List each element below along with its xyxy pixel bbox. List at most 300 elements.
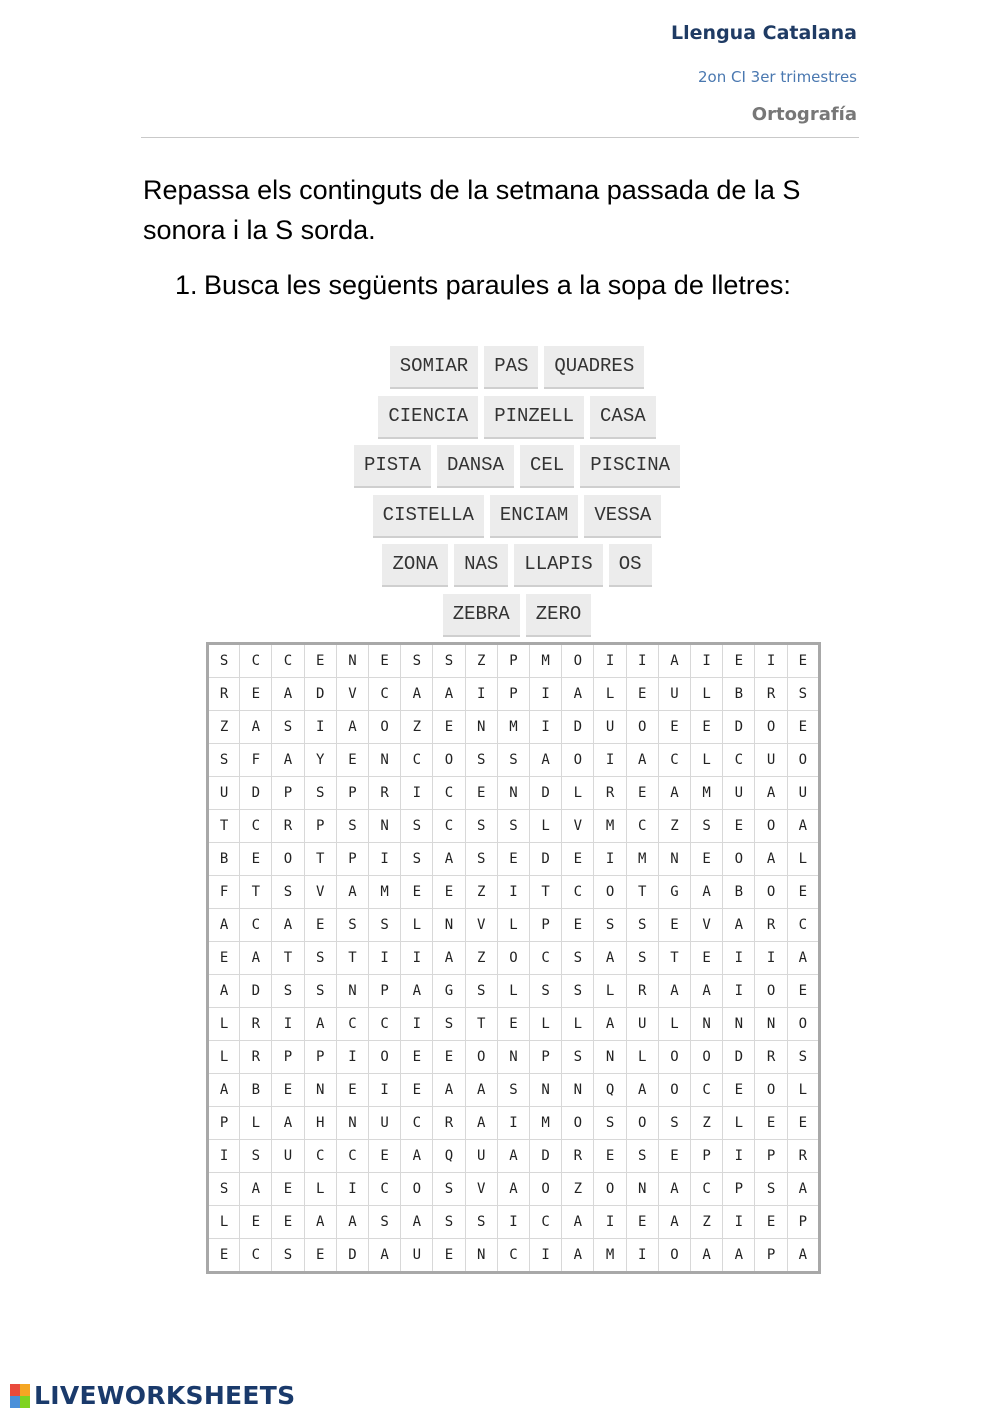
grid-cell[interactable]: Y	[304, 744, 336, 777]
grid-cell[interactable]: C	[433, 777, 465, 810]
grid-cell[interactable]: Z	[208, 711, 240, 744]
grid-cell[interactable]: L	[787, 1074, 819, 1107]
grid-cell[interactable]: P	[272, 777, 304, 810]
grid-cell[interactable]: Z	[658, 810, 690, 843]
grid-cell[interactable]: P	[755, 1239, 787, 1273]
grid-cell[interactable]: C	[240, 909, 272, 942]
grid-cell[interactable]: S	[304, 975, 336, 1008]
grid-cell[interactable]: N	[658, 843, 690, 876]
grid-cell[interactable]: I	[594, 1206, 626, 1239]
grid-cell[interactable]: A	[787, 810, 819, 843]
grid-cell[interactable]: C	[240, 644, 272, 678]
grid-cell[interactable]: V	[691, 909, 723, 942]
grid-cell[interactable]: E	[208, 1239, 240, 1273]
grid-cell[interactable]: A	[658, 644, 690, 678]
grid-cell[interactable]: O	[465, 1041, 497, 1074]
grid-cell[interactable]: O	[594, 1173, 626, 1206]
grid-cell[interactable]: N	[465, 711, 497, 744]
grid-cell[interactable]: C	[369, 1173, 401, 1206]
grid-cell[interactable]: A	[691, 975, 723, 1008]
grid-cell[interactable]: E	[787, 975, 819, 1008]
grid-cell[interactable]: N	[336, 644, 368, 678]
grid-cell[interactable]: A	[755, 777, 787, 810]
grid-cell[interactable]: A	[272, 1107, 304, 1140]
grid-cell[interactable]: I	[497, 1107, 529, 1140]
grid-cell[interactable]: C	[369, 1008, 401, 1041]
grid-cell[interactable]: L	[723, 1107, 755, 1140]
grid-cell[interactable]: C	[530, 942, 562, 975]
grid-cell[interactable]: H	[304, 1107, 336, 1140]
grid-cell[interactable]: A	[562, 1206, 594, 1239]
grid-cell[interactable]: D	[304, 678, 336, 711]
grid-cell[interactable]: C	[562, 876, 594, 909]
grid-cell[interactable]: U	[626, 1008, 658, 1041]
grid-cell[interactable]: S	[497, 1074, 529, 1107]
grid-cell[interactable]: P	[691, 1140, 723, 1173]
grid-cell[interactable]: S	[272, 711, 304, 744]
grid-cell[interactable]: A	[562, 678, 594, 711]
grid-cell[interactable]: O	[562, 744, 594, 777]
grid-cell[interactable]: E	[272, 1074, 304, 1107]
grid-cell[interactable]: N	[433, 909, 465, 942]
grid-cell[interactable]: I	[401, 777, 433, 810]
grid-cell[interactable]: C	[658, 744, 690, 777]
grid-cell[interactable]: S	[465, 1206, 497, 1239]
grid-cell[interactable]: Z	[465, 942, 497, 975]
grid-cell[interactable]: I	[401, 942, 433, 975]
grid-cell[interactable]: A	[208, 1074, 240, 1107]
grid-cell[interactable]: L	[497, 975, 529, 1008]
grid-cell[interactable]: N	[497, 1041, 529, 1074]
grid-cell[interactable]: S	[691, 810, 723, 843]
grid-cell[interactable]: R	[240, 1041, 272, 1074]
grid-cell[interactable]: S	[401, 644, 433, 678]
grid-cell[interactable]: E	[787, 644, 819, 678]
grid-cell[interactable]: L	[401, 909, 433, 942]
grid-cell[interactable]: V	[562, 810, 594, 843]
grid-cell[interactable]: O	[787, 744, 819, 777]
grid-cell[interactable]: A	[272, 678, 304, 711]
grid-cell[interactable]: P	[369, 975, 401, 1008]
grid-cell[interactable]: E	[562, 909, 594, 942]
grid-cell[interactable]: S	[433, 1173, 465, 1206]
grid-cell[interactable]: S	[369, 1206, 401, 1239]
grid-cell[interactable]: S	[626, 909, 658, 942]
grid-cell[interactable]: S	[626, 1140, 658, 1173]
grid-cell[interactable]: R	[562, 1140, 594, 1173]
grid-cell[interactable]: T	[240, 876, 272, 909]
grid-cell[interactable]: R	[787, 1140, 819, 1173]
grid-cell[interactable]: O	[626, 711, 658, 744]
grid-cell[interactable]: E	[691, 843, 723, 876]
grid-cell[interactable]: A	[787, 942, 819, 975]
grid-cell[interactable]: T	[272, 942, 304, 975]
grid-cell[interactable]: N	[594, 1041, 626, 1074]
grid-cell[interactable]: E	[304, 644, 336, 678]
grid-cell[interactable]: E	[787, 711, 819, 744]
grid-cell[interactable]: Z	[691, 1107, 723, 1140]
grid-cell[interactable]: P	[787, 1206, 819, 1239]
grid-cell[interactable]: B	[208, 843, 240, 876]
grid-cell[interactable]: Q	[594, 1074, 626, 1107]
grid-cell[interactable]: S	[465, 843, 497, 876]
grid-cell[interactable]: O	[723, 843, 755, 876]
grid-cell[interactable]: I	[755, 644, 787, 678]
grid-cell[interactable]: O	[755, 876, 787, 909]
grid-cell[interactable]: A	[691, 1239, 723, 1273]
grid-cell[interactable]: I	[530, 711, 562, 744]
grid-cell[interactable]: I	[530, 1239, 562, 1273]
grid-cell[interactable]: A	[272, 744, 304, 777]
grid-cell[interactable]: A	[208, 975, 240, 1008]
grid-cell[interactable]: I	[723, 975, 755, 1008]
grid-cell[interactable]: E	[401, 876, 433, 909]
grid-cell[interactable]: N	[691, 1008, 723, 1041]
grid-cell[interactable]: M	[530, 644, 562, 678]
grid-cell[interactable]: E	[208, 942, 240, 975]
grid-cell[interactable]: E	[433, 1041, 465, 1074]
grid-cell[interactable]: G	[658, 876, 690, 909]
grid-cell[interactable]: E	[626, 1206, 658, 1239]
grid-cell[interactable]: N	[626, 1173, 658, 1206]
grid-cell[interactable]: A	[562, 1239, 594, 1273]
grid-cell[interactable]: L	[304, 1173, 336, 1206]
grid-cell[interactable]: M	[594, 1239, 626, 1273]
grid-cell[interactable]: P	[530, 1041, 562, 1074]
liveworksheets-logo[interactable]	[10, 1381, 295, 1410]
grid-cell[interactable]: D	[530, 1140, 562, 1173]
grid-cell[interactable]: E	[240, 843, 272, 876]
grid-cell[interactable]: E	[433, 1239, 465, 1273]
grid-cell[interactable]: E	[497, 1008, 529, 1041]
grid-cell[interactable]: O	[755, 810, 787, 843]
grid-cell[interactable]: I	[530, 678, 562, 711]
grid-cell[interactable]: A	[658, 975, 690, 1008]
grid-cell[interactable]: O	[658, 1074, 690, 1107]
grid-cell[interactable]: I	[626, 1239, 658, 1273]
grid-cell[interactable]: A	[240, 942, 272, 975]
grid-cell[interactable]: A	[336, 711, 368, 744]
grid-cell[interactable]: S	[336, 909, 368, 942]
grid-cell[interactable]: G	[433, 975, 465, 1008]
grid-cell[interactable]: L	[594, 975, 626, 1008]
grid-cell[interactable]: P	[304, 1041, 336, 1074]
grid-cell[interactable]: V	[304, 876, 336, 909]
grid-cell[interactable]: L	[594, 678, 626, 711]
grid-cell[interactable]: U	[594, 711, 626, 744]
grid-cell[interactable]: R	[369, 777, 401, 810]
grid-cell[interactable]: A	[787, 1173, 819, 1206]
grid-cell[interactable]: E	[658, 711, 690, 744]
grid-cell[interactable]: A	[465, 1074, 497, 1107]
grid-cell[interactable]: T	[304, 843, 336, 876]
grid-cell[interactable]: A	[401, 1140, 433, 1173]
grid-cell[interactable]: E	[304, 909, 336, 942]
grid-cell[interactable]: I	[594, 843, 626, 876]
grid-cell[interactable]: O	[369, 1041, 401, 1074]
grid-cell[interactable]: T	[465, 1008, 497, 1041]
grid-cell[interactable]: L	[208, 1041, 240, 1074]
grid-cell[interactable]: A	[787, 1239, 819, 1273]
grid-cell[interactable]: A	[626, 744, 658, 777]
grid-cell[interactable]: F	[240, 744, 272, 777]
grid-cell[interactable]: L	[497, 909, 529, 942]
grid-cell[interactable]: O	[787, 1008, 819, 1041]
grid-cell[interactable]: P	[497, 678, 529, 711]
grid-cell[interactable]: Z	[562, 1173, 594, 1206]
grid-cell[interactable]: A	[723, 909, 755, 942]
grid-cell[interactable]: N	[755, 1008, 787, 1041]
grid-cell[interactable]: N	[497, 777, 529, 810]
grid-cell[interactable]: M	[594, 810, 626, 843]
grid-cell[interactable]: T	[530, 876, 562, 909]
grid-cell[interactable]: O	[433, 744, 465, 777]
grid-cell[interactable]: S	[433, 1206, 465, 1239]
grid-cell[interactable]: D	[562, 711, 594, 744]
grid-cell[interactable]: U	[272, 1140, 304, 1173]
grid-cell[interactable]: O	[562, 644, 594, 678]
grid-cell[interactable]: I	[626, 644, 658, 678]
grid-cell[interactable]: S	[562, 1041, 594, 1074]
grid-cell[interactable]: O	[497, 942, 529, 975]
grid-cell[interactable]: U	[208, 777, 240, 810]
grid-cell[interactable]: I	[369, 942, 401, 975]
grid-cell[interactable]: L	[562, 1008, 594, 1041]
grid-cell[interactable]: D	[240, 777, 272, 810]
grid-cell[interactable]: E	[626, 777, 658, 810]
grid-cell[interactable]: A	[401, 1206, 433, 1239]
grid-cell[interactable]: D	[723, 1041, 755, 1074]
grid-cell[interactable]: C	[691, 1074, 723, 1107]
grid-cell[interactable]: N	[562, 1074, 594, 1107]
grid-cell[interactable]: I	[723, 1206, 755, 1239]
grid-cell[interactable]: A	[723, 1239, 755, 1273]
grid-cell[interactable]: L	[208, 1206, 240, 1239]
grid-cell[interactable]: S	[336, 810, 368, 843]
grid-cell[interactable]: O	[530, 1173, 562, 1206]
grid-cell[interactable]: P	[336, 777, 368, 810]
grid-cell[interactable]: C	[240, 810, 272, 843]
grid-cell[interactable]: Z	[465, 876, 497, 909]
grid-cell[interactable]: S	[594, 1107, 626, 1140]
grid-cell[interactable]: A	[755, 843, 787, 876]
grid-cell[interactable]: A	[433, 1074, 465, 1107]
grid-cell[interactable]: S	[465, 975, 497, 1008]
grid-cell[interactable]: E	[272, 1206, 304, 1239]
grid-cell[interactable]: U	[465, 1140, 497, 1173]
grid-cell[interactable]: E	[336, 1074, 368, 1107]
grid-cell[interactable]: E	[755, 1206, 787, 1239]
grid-cell[interactable]: B	[723, 876, 755, 909]
grid-cell[interactable]: L	[691, 678, 723, 711]
grid-cell[interactable]: I	[369, 1074, 401, 1107]
grid-cell[interactable]: T	[658, 942, 690, 975]
grid-cell[interactable]: E	[240, 1206, 272, 1239]
grid-cell[interactable]: S	[594, 909, 626, 942]
grid-cell[interactable]: N	[723, 1008, 755, 1041]
grid-cell[interactable]: A	[433, 678, 465, 711]
grid-cell[interactable]: A	[626, 1074, 658, 1107]
grid-cell[interactable]: I	[304, 711, 336, 744]
grid-cell[interactable]: U	[658, 678, 690, 711]
grid-cell[interactable]: P	[723, 1173, 755, 1206]
grid-cell[interactable]: C	[401, 1107, 433, 1140]
grid-cell[interactable]: E	[562, 843, 594, 876]
grid-cell[interactable]: M	[691, 777, 723, 810]
grid-cell[interactable]: N	[336, 975, 368, 1008]
grid-cell[interactable]: A	[240, 711, 272, 744]
grid-cell[interactable]: O	[691, 1041, 723, 1074]
grid-cell[interactable]: A	[497, 1173, 529, 1206]
grid-cell[interactable]: F	[208, 876, 240, 909]
grid-cell[interactable]: N	[369, 810, 401, 843]
grid-cell[interactable]: U	[723, 777, 755, 810]
grid-cell[interactable]: E	[723, 644, 755, 678]
grid-cell[interactable]: E	[658, 909, 690, 942]
grid-cell[interactable]: U	[755, 744, 787, 777]
grid-cell[interactable]: C	[787, 909, 819, 942]
grid-cell[interactable]: E	[369, 644, 401, 678]
grid-cell[interactable]: O	[755, 975, 787, 1008]
grid-cell[interactable]: D	[530, 843, 562, 876]
grid-cell[interactable]: A	[594, 942, 626, 975]
grid-cell[interactable]: N	[336, 1107, 368, 1140]
grid-cell[interactable]: P	[497, 644, 529, 678]
grid-cell[interactable]: O	[755, 1074, 787, 1107]
grid-cell[interactable]: T	[336, 942, 368, 975]
grid-cell[interactable]: Z	[691, 1206, 723, 1239]
grid-cell[interactable]: I	[369, 843, 401, 876]
grid-cell[interactable]: A	[433, 843, 465, 876]
grid-cell[interactable]: R	[240, 1008, 272, 1041]
grid-cell[interactable]: A	[369, 1239, 401, 1273]
grid-cell[interactable]: E	[691, 942, 723, 975]
grid-cell[interactable]: A	[208, 909, 240, 942]
grid-cell[interactable]: I	[755, 942, 787, 975]
grid-cell[interactable]: O	[272, 843, 304, 876]
grid-cell[interactable]: I	[497, 1206, 529, 1239]
grid-cell[interactable]: D	[723, 711, 755, 744]
grid-cell[interactable]: R	[594, 777, 626, 810]
grid-cell[interactable]: I	[691, 644, 723, 678]
grid-cell[interactable]: A	[240, 1173, 272, 1206]
grid-cell[interactable]: S	[497, 810, 529, 843]
grid-cell[interactable]: S	[208, 744, 240, 777]
grid-cell[interactable]: E	[433, 876, 465, 909]
grid-cell[interactable]: E	[497, 843, 529, 876]
grid-cell[interactable]: L	[562, 777, 594, 810]
grid-cell[interactable]: T	[626, 876, 658, 909]
grid-cell[interactable]: R	[755, 1041, 787, 1074]
grid-cell[interactable]: A	[304, 1008, 336, 1041]
grid-cell[interactable]: S	[658, 1107, 690, 1140]
grid-cell[interactable]: C	[304, 1140, 336, 1173]
grid-cell[interactable]: E	[658, 1140, 690, 1173]
grid-cell[interactable]: T	[208, 810, 240, 843]
grid-cell[interactable]: S	[465, 810, 497, 843]
grid-cell[interactable]: N	[304, 1074, 336, 1107]
grid-cell[interactable]: O	[626, 1107, 658, 1140]
grid-cell[interactable]: C	[530, 1206, 562, 1239]
grid-cell[interactable]: P	[208, 1107, 240, 1140]
grid-cell[interactable]: E	[240, 678, 272, 711]
grid-cell[interactable]: P	[755, 1140, 787, 1173]
grid-cell[interactable]: S	[497, 744, 529, 777]
grid-cell[interactable]: V	[465, 909, 497, 942]
grid-cell[interactable]: A	[530, 744, 562, 777]
grid-cell[interactable]: C	[272, 644, 304, 678]
grid-cell[interactable]: S	[787, 1041, 819, 1074]
grid-cell[interactable]: S	[787, 678, 819, 711]
grid-cell[interactable]: L	[530, 810, 562, 843]
grid-cell[interactable]: A	[336, 876, 368, 909]
grid-cell[interactable]: M	[497, 711, 529, 744]
grid-cell[interactable]: I	[336, 1173, 368, 1206]
grid-cell[interactable]: R	[208, 678, 240, 711]
grid-cell[interactable]: S	[755, 1173, 787, 1206]
grid-cell[interactable]: V	[465, 1173, 497, 1206]
grid-cell[interactable]: N	[530, 1074, 562, 1107]
grid-cell[interactable]: L	[208, 1008, 240, 1041]
grid-cell[interactable]: D	[336, 1239, 368, 1273]
grid-cell[interactable]: P	[530, 909, 562, 942]
grid-cell[interactable]: C	[433, 810, 465, 843]
grid-cell[interactable]: S	[304, 777, 336, 810]
grid-cell[interactable]: A	[658, 1173, 690, 1206]
grid-cell[interactable]: A	[658, 1206, 690, 1239]
grid-cell[interactable]: R	[272, 810, 304, 843]
grid-cell[interactable]: M	[369, 876, 401, 909]
grid-cell[interactable]: C	[240, 1239, 272, 1273]
grid-cell[interactable]: S	[240, 1140, 272, 1173]
grid-cell[interactable]: E	[723, 1074, 755, 1107]
grid-cell[interactable]: O	[401, 1173, 433, 1206]
grid-cell[interactable]: S	[369, 909, 401, 942]
grid-cell[interactable]: S	[433, 644, 465, 678]
grid-cell[interactable]: C	[336, 1008, 368, 1041]
grid-cell[interactable]: I	[465, 678, 497, 711]
grid-cell[interactable]: E	[723, 810, 755, 843]
grid-cell[interactable]: E	[787, 1107, 819, 1140]
grid-cell[interactable]: S	[401, 843, 433, 876]
grid-cell[interactable]: I	[272, 1008, 304, 1041]
grid-cell[interactable]: U	[401, 1239, 433, 1273]
grid-cell[interactable]: S	[304, 942, 336, 975]
grid-cell[interactable]: B	[240, 1074, 272, 1107]
grid-cell[interactable]: E	[369, 1140, 401, 1173]
grid-cell[interactable]: O	[369, 711, 401, 744]
grid-cell[interactable]: S	[208, 644, 240, 678]
grid-cell[interactable]: A	[433, 942, 465, 975]
grid-cell[interactable]: O	[658, 1239, 690, 1273]
grid-cell[interactable]: N	[465, 1239, 497, 1273]
grid-cell[interactable]: S	[208, 1173, 240, 1206]
grid-cell[interactable]: S	[272, 975, 304, 1008]
grid-cell[interactable]: S	[626, 942, 658, 975]
grid-cell[interactable]: E	[336, 744, 368, 777]
grid-cell[interactable]: N	[369, 744, 401, 777]
grid-cell[interactable]: P	[336, 843, 368, 876]
grid-cell[interactable]: S	[401, 810, 433, 843]
grid-cell[interactable]: E	[401, 1074, 433, 1107]
grid-cell[interactable]: C	[401, 744, 433, 777]
grid-cell[interactable]: Z	[465, 644, 497, 678]
grid-cell[interactable]: O	[755, 711, 787, 744]
grid-cell[interactable]: S	[465, 744, 497, 777]
grid-cell[interactable]: Z	[401, 711, 433, 744]
grid-cell[interactable]: E	[272, 1173, 304, 1206]
grid-cell[interactable]: R	[755, 909, 787, 942]
